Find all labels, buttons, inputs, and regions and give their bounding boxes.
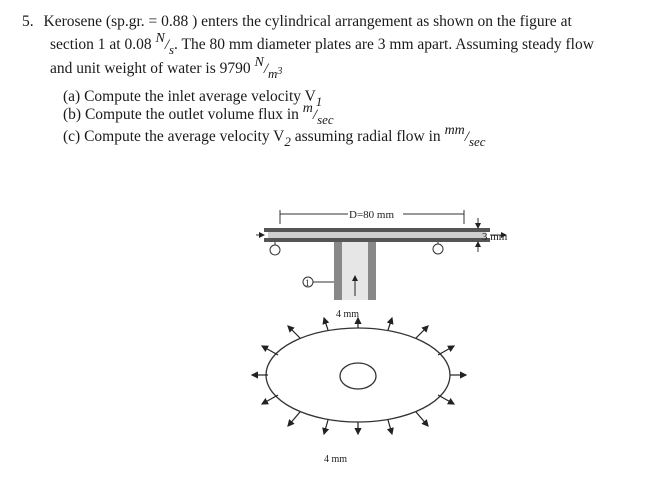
gap-label: 3 mm [482, 231, 508, 243]
gap-dimension [478, 218, 508, 252]
bottom-label: 4 mm [324, 454, 348, 465]
problem-text-2b: . The 80 mm diameter plates are 3 mm apart. Assuming steady flow [174, 36, 594, 53]
problem-line-2 [50, 31, 594, 57]
section-1-label: 1 [305, 278, 310, 288]
part-b: (b) Compute the outlet volume flux in m/sec [63, 101, 334, 127]
problem-text-3a: and unit weight of water is 9790 [50, 60, 255, 77]
part-a: (a) Compute the inlet average velocity $V_1$ [63, 88, 323, 109]
inlet-label: 4 mm [336, 309, 360, 320]
unit-meter-per-sec: m/sec [302, 101, 334, 127]
problem-line-1 [22, 13, 572, 31]
unit-newton-per-second: N/s [155, 31, 175, 57]
cylindrical-arrangement-figure [248, 200, 538, 478]
unit-mm-per-sec: mm/sec [444, 123, 486, 149]
part-c: (c) Compute the average velocity $V_2$ assuming radial flow in mm/sec [63, 123, 486, 149]
problem-line-3 [50, 55, 283, 81]
problem-number: 5. [22, 13, 34, 30]
plate-top-view [252, 318, 466, 434]
problem-text-2a: section 1 at 0.08 [50, 36, 156, 53]
unit-newton-per-cubic-meter: N/m3 [254, 55, 283, 81]
diameter-label: D=80 mm [349, 209, 395, 221]
problem-text-1: Kerosene (sp.gr. = 0.88 ) enters the cylindrical arrangement as shown on the figure at [43, 13, 572, 30]
diameter-dimension [280, 209, 464, 224]
plates-side-view [256, 228, 506, 300]
